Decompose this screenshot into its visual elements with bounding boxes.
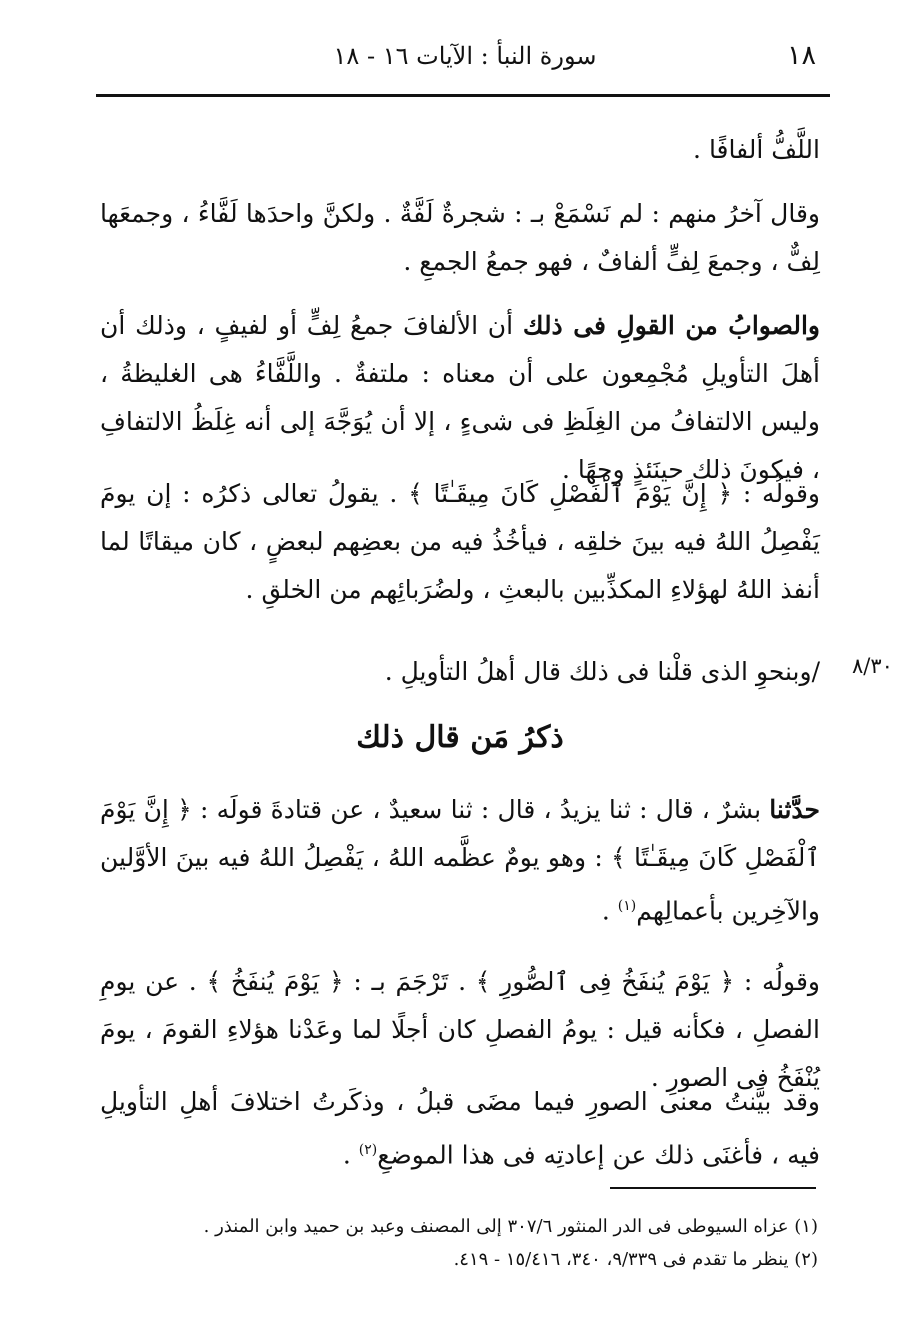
section-heading: ذكرُ مَن قال ذلك: [356, 720, 564, 755]
paragraph-6-text: بشرٌ ، قال : ثنا يزيدُ ، قال : ثنا سعيدٌ ، عن قتادةَ قولَه : ﴿ إِنَّ يَوْمَ ٱلْفَصْلِ كَانَ مِيقَـٰتًا ﴾ : وهو يومٌ عظَّمه اللهُ ، يَفْصِلُ اللهُ فيه بينَ الأوَّلين والآخِرين بأعمالِهم: [100, 795, 820, 926]
paragraph-8-end: .: [342, 1140, 359, 1170]
footnote-ref-2: (٢): [358, 1142, 378, 1158]
paragraph-5: /وبنحوِ الذى قلْنا فى ذلك قال أهلُ التأويلِ .: [384, 657, 820, 686]
running-header-title: سورة النبأ : الآيات ١٦ - ١٨: [333, 42, 597, 70]
paragraph-6-end: .: [601, 896, 618, 926]
paragraph-3-text: أن الألفافَ جمعُ لِفٍّ أو لفيفٍ ، وذلك أن أهلَ التأويلِ مُجْمِعون على أن معناه : ملتفةٌ . واللَّفَّاءُ هى الغليظةُ ، وليس الالتفافُ من الغِلَظِ فى شىءٍ ، إلا أن يُوَجَّهَ إلى أنه غِلَظُ الالتفافِ ، فيكونَ ذلك حينَئذٍ وجهًا .: [100, 311, 820, 484]
footnote-ref-1: (١): [617, 898, 637, 914]
paragraph-3-lead: والصوابُ من القولِ فى ذلك: [522, 311, 820, 340]
header-rule: [96, 94, 830, 97]
footnote-1: (١) عزاه السيوطى فى الدر المنثور ٣٠٧/٦ إلى المصنف وعبد بن حميد وابن المنذر .: [203, 1216, 818, 1237]
page-number: ١٨: [786, 40, 816, 71]
footnote-separator: [610, 1187, 816, 1189]
margin-reference: ٨/٣٠: [852, 654, 893, 678]
paragraph-4: وقولُه : ﴿ إِنَّ يَوْمَ ٱلْفَصْلِ كَانَ مِيقَـٰتًا ﴾ . يقولُ تعالى ذكرُه : إن يومَ يَفْصِلُ اللهُ فيه بينَ خلقِه ، فيأخُذُ فيه من بعضِهم لبعضٍ ، كان ميقاتًا لما أنفذ اللهُ لهؤلاءِ المكذِّبين بالبعثِ ، ولضُرَبائِهم من الخلقِ .: [100, 479, 820, 604]
paragraph-7: وقولُه : ﴿ يَوْمَ يُنفَخُ فِى ٱلصُّورِ ﴾ . تَرْجَمَ بـ : ﴿ يَوْمَ يُنفَخُ ﴾ . عن يومِ الفصلِ ، فكأنه قيل : يومُ الفصلِ كان أجلًا لما وعَدْنا هؤلاءِ القومَ ، يومَ يُنْفَخُ فى الصورِ .: [100, 967, 820, 1092]
paragraph-6-lead: حدَّثنا: [769, 795, 820, 824]
paragraph-3: [100, 302, 820, 494]
paragraph-8-text: وقد بيَّنتُ معنى الصورِ فيما مضَى قبلُ ، وذكَرتُ اختلافَ أهلِ التأويلِ فيه ، فأغنَى ذلك عن إعادتِه فى هذا الموضعِ: [100, 1087, 820, 1170]
paragraph-6: [100, 786, 820, 935]
paragraph-1: اللَّفُّ ألفافًا .: [693, 135, 820, 164]
paragraph-8: [100, 1078, 820, 1179]
footnote-2: (٢) ينظر ما تقدم فى ٩/٣٣٩، ٣٤٠، ١٥/٤١٦ - ٤١٩.: [453, 1249, 818, 1270]
paragraph-2: وقال آخرُ منهم : لم نَسْمَعْ بـ : شجرةٌ لَفَّةٌ . ولكنَّ واحدَها لَفَّاءُ ، وجمعَها لِفٌّ ، وجمعَ لِفٍّ ألفافٌ ، فهو جمعُ الجمعِ .: [100, 199, 820, 276]
